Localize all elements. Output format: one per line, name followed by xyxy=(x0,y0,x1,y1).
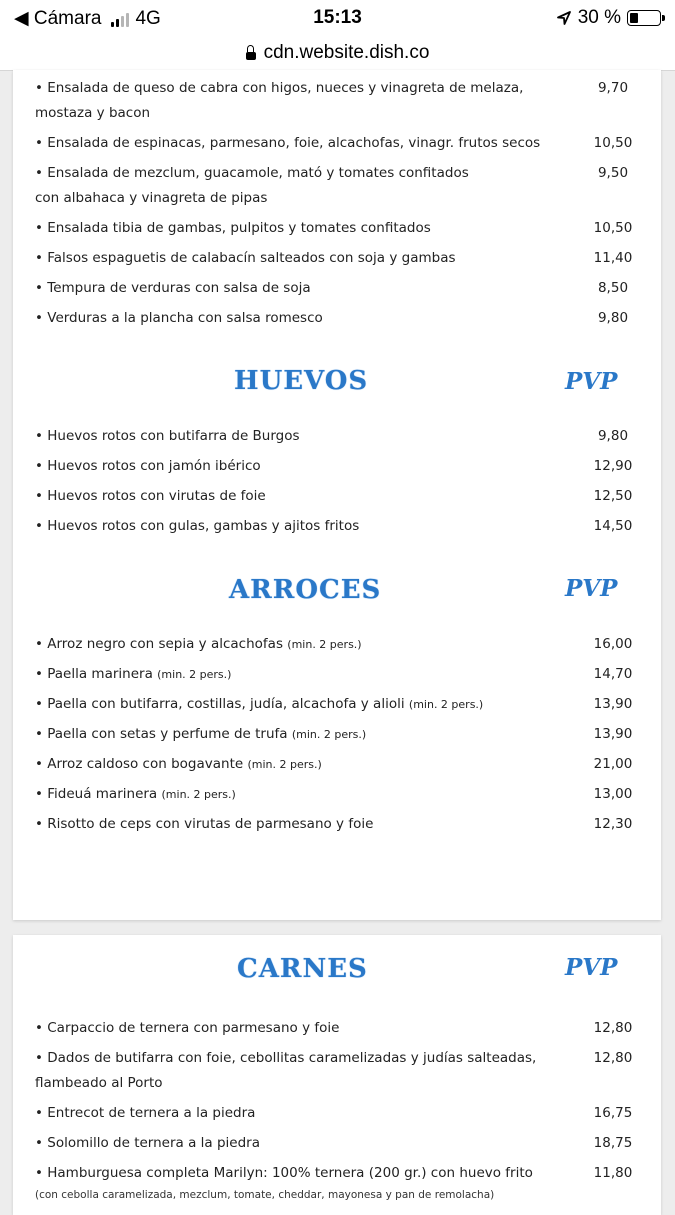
menu-item-text: • Ensalada de mezclum, guacamole, mató y tomates confitados xyxy=(35,165,469,181)
menu-item-price: 16,00 xyxy=(593,636,633,652)
menu-item-name xyxy=(35,487,555,505)
menu-item-text: • Ensalada tibia de gambas, pulpitos y tomates confitados xyxy=(35,220,431,236)
menu-item-name xyxy=(35,189,555,207)
location-arrow-icon xyxy=(556,10,572,26)
menu-item-price: 12,50 xyxy=(593,488,633,504)
menu-item-name xyxy=(35,755,555,774)
menu-item-row xyxy=(35,279,635,297)
back-to-app-label[interactable]: ◀ Cámara xyxy=(14,8,102,29)
min-persons-note: (min. 2 pers.) xyxy=(291,728,367,741)
menu-item-name xyxy=(35,219,555,237)
pvp-label: PVP xyxy=(565,954,618,981)
menu-item-price: 13,90 xyxy=(593,726,633,742)
footnote: (con cebolla caramelizada, mezclum, tomate, cheddar, mayonesa y pan de remolacha) xyxy=(35,1189,495,1201)
menu-item-text: • Tempura de verduras con salsa de soja xyxy=(35,280,311,296)
menu-item-text: • Paella con setas y perfume de trufa xyxy=(35,726,288,742)
menu-item-price: 16,75 xyxy=(593,1105,633,1121)
menu-item-row xyxy=(35,665,635,684)
menu-item-row xyxy=(35,309,635,327)
menu-item-text: • Paella marinera xyxy=(35,666,153,682)
pvp-label: PVP xyxy=(565,368,618,395)
menu-card xyxy=(13,935,661,1215)
menu-item-price: 12,30 xyxy=(593,816,633,832)
menu-item-row xyxy=(35,1049,635,1067)
battery-icon xyxy=(627,10,661,26)
menu-item-price: 13,00 xyxy=(593,786,633,802)
menu-item-price: 9,80 xyxy=(597,310,629,326)
menu-item-row xyxy=(35,635,635,654)
battery-percent: 30 % xyxy=(577,7,621,28)
menu-item-name xyxy=(35,785,555,804)
menu-item-row xyxy=(35,1074,635,1092)
menu-item-row xyxy=(35,1164,635,1182)
menu-item-row xyxy=(35,104,635,122)
menu-item-text: • Huevos rotos con jamón ibérico xyxy=(35,458,261,474)
menu-item-name xyxy=(35,134,555,152)
url-text: cdn.website.dish.co xyxy=(263,42,430,63)
menu-item-name xyxy=(35,725,555,744)
menu-item-name xyxy=(35,309,555,327)
min-persons-note: (min. 2 pers.) xyxy=(408,698,484,711)
menu-item-price: 18,75 xyxy=(593,1135,633,1151)
menu-item-name xyxy=(35,79,555,97)
menu-item-name xyxy=(35,665,555,684)
menu-item-row xyxy=(35,427,635,445)
menu-item-row xyxy=(35,815,635,833)
menu-item-row xyxy=(35,695,635,714)
menu-item-text: • Huevos rotos con gulas, gambas y ajitos fritos xyxy=(35,518,360,534)
menu-item-name xyxy=(35,517,555,535)
menu-item-row xyxy=(35,1134,635,1152)
menu-item-price: 10,50 xyxy=(593,135,633,151)
menu-item-text: • Carpaccio de ternera con parmesano y foie xyxy=(35,1020,340,1036)
menu-item-text: • Arroz caldoso con bogavante xyxy=(35,756,244,772)
pvp-label: PVP xyxy=(565,575,618,602)
menu-item-name xyxy=(35,279,555,297)
menu-item-name xyxy=(35,164,555,182)
menu-item-text: • Falsos espaguetis de calabacín salteados con soja y gambas xyxy=(35,250,456,266)
menu-item-name xyxy=(35,249,555,267)
menu-item-price: 14,70 xyxy=(593,666,633,682)
menu-item-text: • Solomillo de ternera a la piedra xyxy=(35,1135,260,1151)
menu-item-text: • Paella con butifarra, costillas, judía, alcachofa y alioli xyxy=(35,696,405,712)
menu-item-price: 11,80 xyxy=(593,1165,633,1181)
menu-item-row xyxy=(35,189,635,207)
address-bar[interactable] xyxy=(0,36,675,71)
menu-item-price: 13,90 xyxy=(593,696,633,712)
min-persons-note: (min. 2 pers.) xyxy=(157,668,232,681)
menu-item-name xyxy=(35,1164,555,1182)
section-title-arroces: ARROCES xyxy=(229,575,382,605)
menu-item-text: • Ensalada de queso de cabra con higos, nueces y vinagreta de melaza, xyxy=(35,80,524,96)
menu-item-row xyxy=(35,249,635,267)
menu-item-name xyxy=(35,104,555,122)
menu-item-row xyxy=(35,134,635,152)
menu-item-price: 9,70 xyxy=(597,80,629,96)
section-title-huevos: HUEVOS xyxy=(234,366,369,396)
menu-item-text: • Arroz negro con sepia y alcachofas xyxy=(35,636,283,652)
menu-item-row xyxy=(35,1104,635,1122)
menu-item-row xyxy=(35,755,635,774)
menu-item-text: • Verduras a la plancha con salsa romesco xyxy=(35,310,323,326)
menu-item-price: 12,80 xyxy=(593,1020,633,1036)
menu-item-price: 9,80 xyxy=(597,428,629,444)
menu-item-name xyxy=(35,1104,555,1122)
menu-item-text: • Risotto de ceps con virutas de parmesano y foie xyxy=(35,816,374,832)
menu-item-name xyxy=(35,1019,555,1037)
menu-item-price: 11,40 xyxy=(593,250,633,266)
menu-item-text: con albahaca y vinagreta de pipas xyxy=(35,190,268,206)
menu-card xyxy=(13,70,661,920)
menu-item-price: 21,00 xyxy=(593,756,633,772)
menu-item-text: flambeado al Porto xyxy=(35,1075,163,1091)
menu-item-name xyxy=(35,457,555,475)
menu-item-text: • Entrecot de ternera a la piedra xyxy=(35,1105,256,1121)
menu-item-price: 14,50 xyxy=(593,518,633,534)
menu-item-row xyxy=(35,457,635,475)
lock-icon xyxy=(246,52,256,60)
menu-item-row xyxy=(35,164,635,182)
menu-item-row xyxy=(35,517,635,535)
menu-item-price: 12,80 xyxy=(593,1050,633,1066)
menu-item-price: 10,50 xyxy=(593,220,633,236)
min-persons-note: (min. 2 pers.) xyxy=(287,638,362,651)
menu-item-text: • Fideuá marinera xyxy=(35,786,158,802)
menu-item-text: • Huevos rotos con virutas de foie xyxy=(35,488,266,504)
menu-item-price: 8,50 xyxy=(597,280,629,296)
menu-item-name xyxy=(35,695,555,714)
menu-item-text: mostaza y bacon xyxy=(35,105,151,121)
network-label: 4G xyxy=(135,7,161,29)
clock: 15:13 xyxy=(313,7,362,28)
min-persons-note: (min. 2 pers.) xyxy=(247,758,322,771)
menu-item-row xyxy=(35,487,635,505)
menu-item-row xyxy=(35,785,635,804)
menu-item-text: • Ensalada de espinacas, parmesano, foie, alcachofas, vinagr. frutos secos xyxy=(35,135,541,151)
menu-item-row xyxy=(35,219,635,237)
menu-item-text: • Huevos rotos con butifarra de Burgos xyxy=(35,428,300,444)
menu-item-row xyxy=(35,1019,635,1037)
menu-item-name xyxy=(35,815,555,833)
menu-item-name xyxy=(35,1074,555,1092)
menu-item-row xyxy=(35,725,635,744)
menu-item-price: 12,90 xyxy=(593,458,633,474)
menu-item-text: • Dados de butifarra con foie, cebollitas caramelizadas y judías salteadas, xyxy=(35,1050,537,1066)
menu-item-name xyxy=(35,635,555,654)
menu-item-name xyxy=(35,1049,555,1067)
menu-item-row xyxy=(35,79,635,97)
menu-item-price: 9,50 xyxy=(597,165,629,181)
menu-item-name xyxy=(35,427,555,445)
section-title-carnes: CARNES xyxy=(237,954,368,984)
menu-item-name xyxy=(35,1134,555,1152)
min-persons-note: (min. 2 pers.) xyxy=(161,788,236,801)
status-bar xyxy=(0,0,675,36)
menu-item-text: • Hamburguesa completa Marilyn: 100% ternera (200 gr.) con huevo frito xyxy=(35,1165,533,1181)
